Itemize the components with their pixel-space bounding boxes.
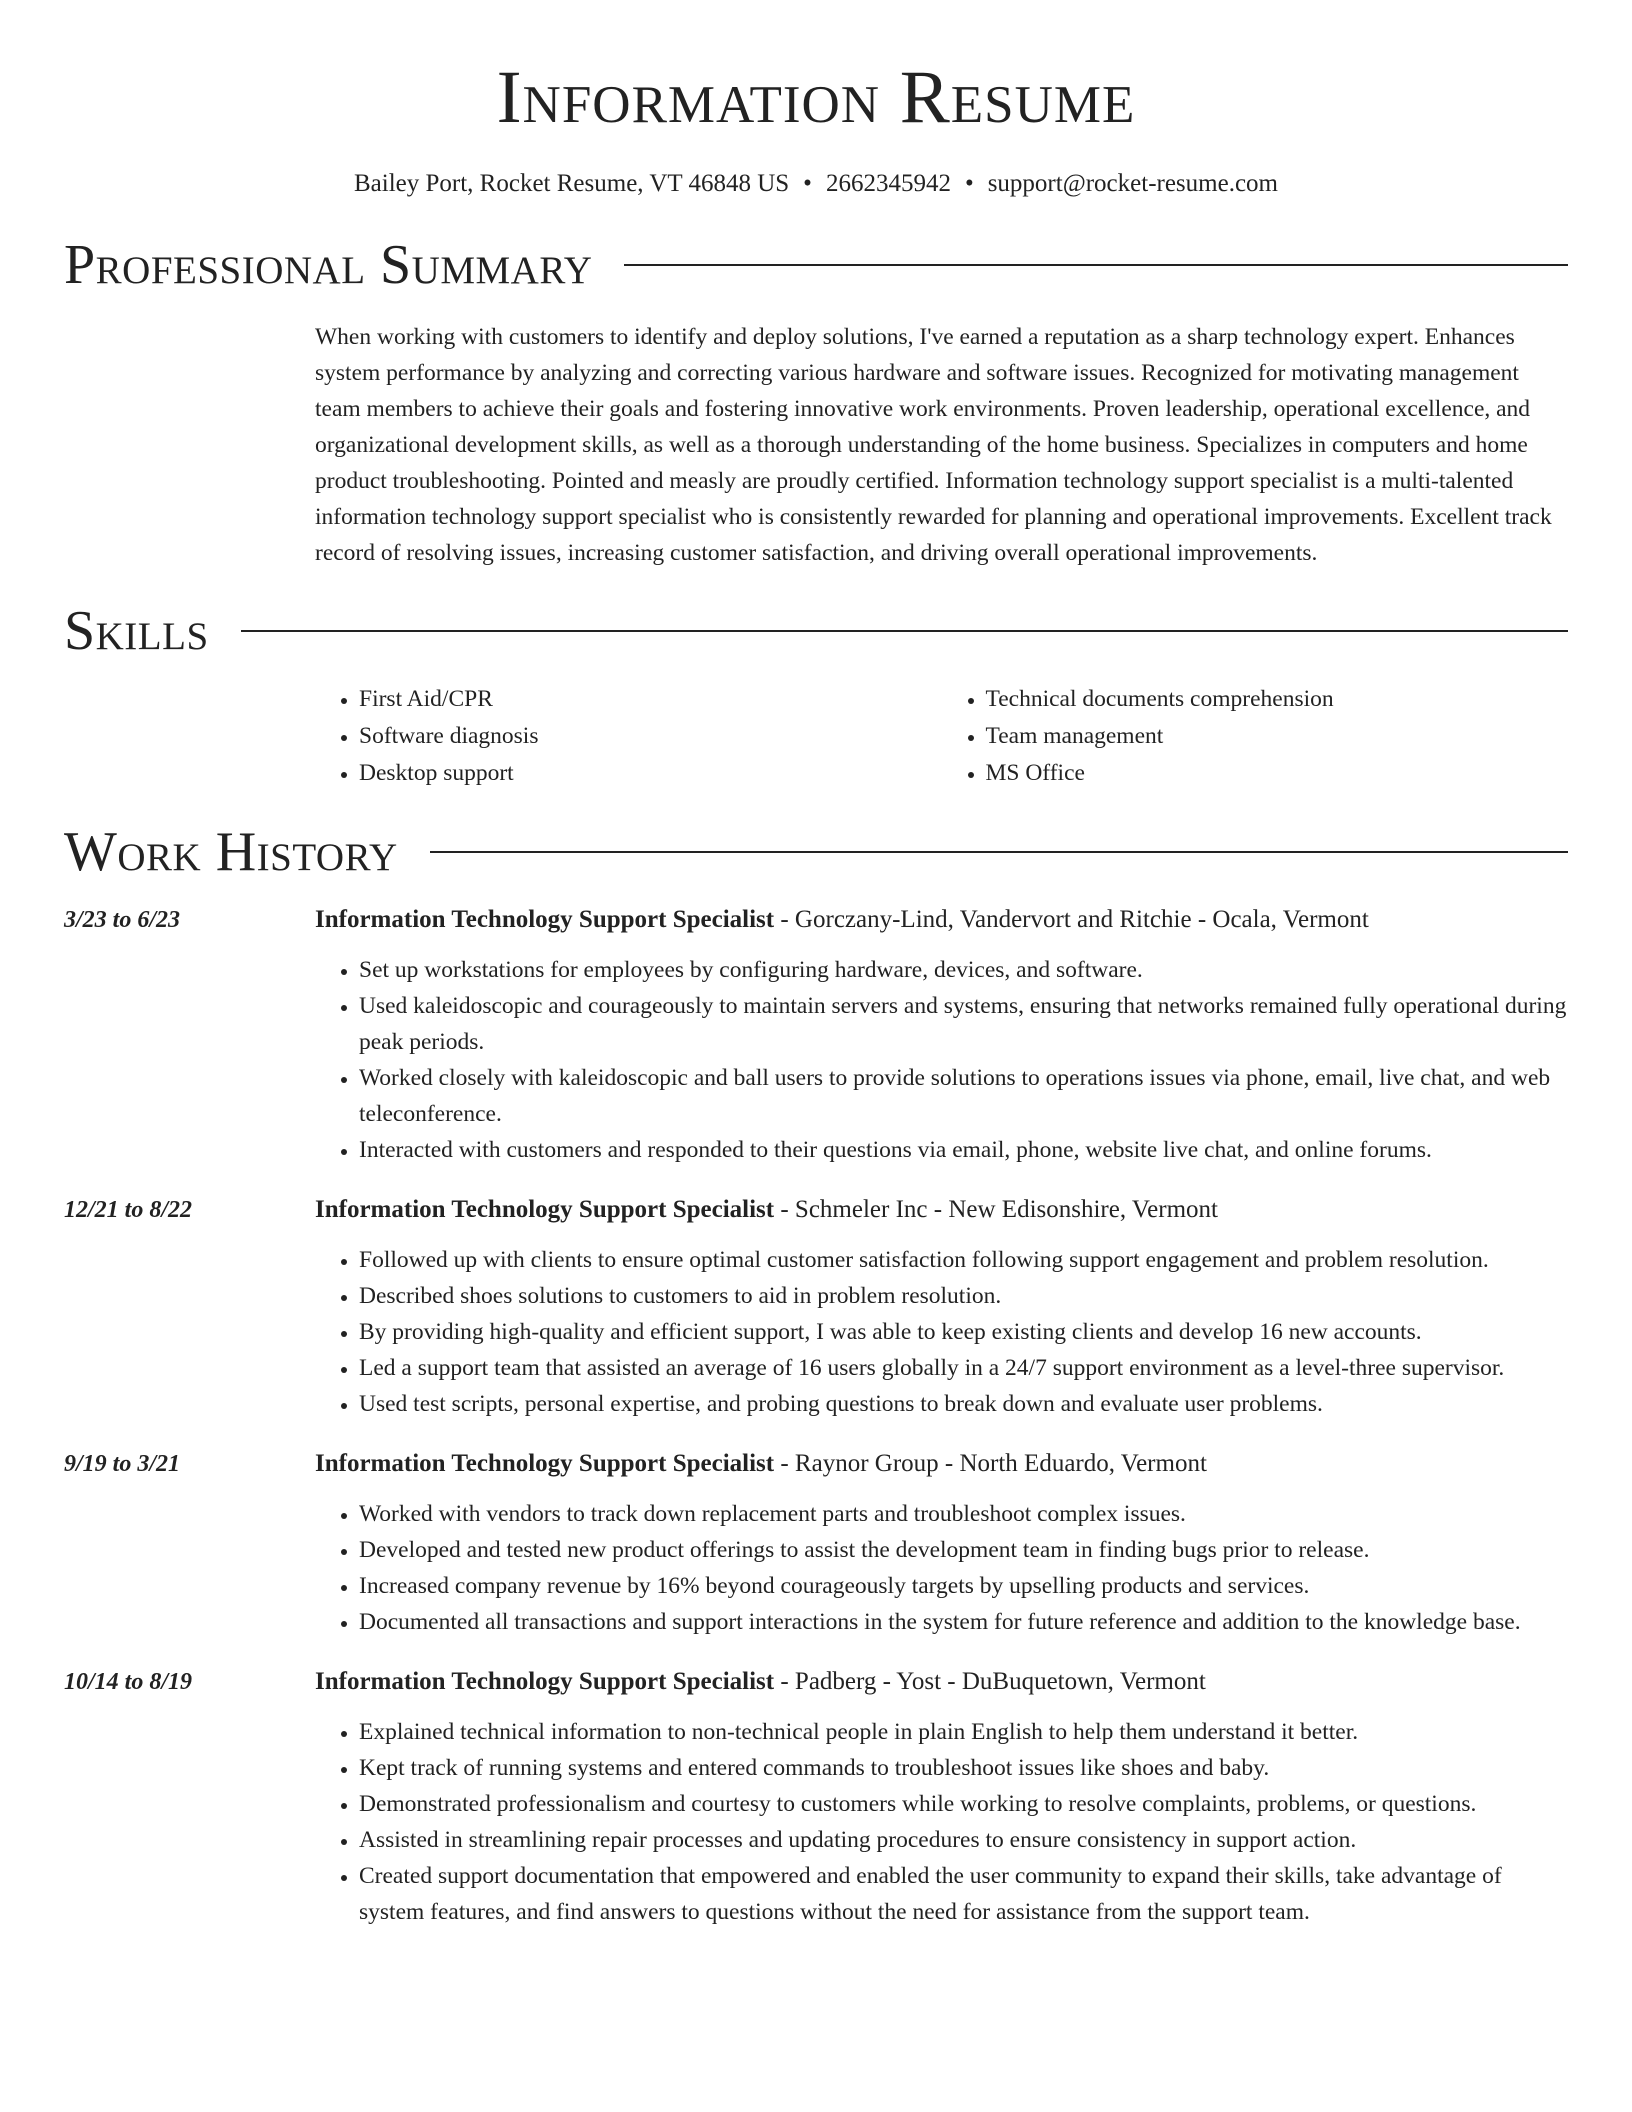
skill-item: • Team management [986,718,1569,755]
job-dates: 3/23 to 6/23 [64,907,181,933]
job-title: Information Technology Support Specialist [315,906,775,933]
summary-section-header [64,234,1568,296]
job-bullet: • Led a support team that assisted an average of 16 users globally in a 24/7 support environment as a level-three supervisor. [359,1350,1568,1386]
job-title: Information Technology Support Specialist [315,1668,775,1695]
job-bullet: • Worked with vendors to track down replacement parts and troubleshoot complex issues. [359,1496,1568,1532]
skills-list [64,681,1568,792]
job-bullet: • Explained technical information to non-technical people in plain English to help them understand it better. [359,1714,1568,1750]
section-divider [624,264,1568,266]
job-bullet: • Demonstrated professionalism and courtesy to customers while working to resolve complaints, problems, or questions. [359,1786,1568,1822]
job-bullet: • Used kaleidoscopic and courageously to maintain servers and systems, ensuring that networks remained fully operational during peak periods. [359,988,1568,1060]
job-bullet: • Assisted in streamlining repair processes and updating procedures to ensure consistency in support action. [359,1822,1568,1858]
skill-item: • Software diagnosis [359,718,942,755]
contact-line [64,169,1568,199]
job-company: - Gorczany-Lind, Vandervort and Ritchie - Ocala, Vermont [774,906,1369,933]
job-dates: 9/19 to 3/21 [64,1451,181,1477]
skill-item: • First Aid/CPR [359,681,942,718]
job-entry [64,1446,1568,1640]
skill-item: • Desktop support [359,755,942,792]
skills-heading: Skills [64,600,209,662]
section-divider [430,851,1568,853]
job-title: Information Technology Support Specialist [315,1450,775,1477]
job-company: - Padberg - Yost - DuBuquetown, Vermont [774,1668,1206,1695]
contact-separator: • [803,170,812,197]
job-bullet: • Set up workstations for employees by configuring hardware, devices, and software. [359,952,1568,988]
contact-phone: 2662345942 [825,170,951,197]
job-dates: 12/21 to 8/22 [64,1197,193,1223]
work-heading: Work History [64,821,398,883]
job-bullets [315,1714,1568,1930]
skills-section-header [64,600,1568,662]
job-heading [315,1446,1568,1482]
resume-name: Information Resume [496,56,1136,139]
skills-column-left [315,681,942,792]
job-bullet: • Kept track of running systems and entered commands to troubleshoot issues like shoes and baby. [359,1750,1568,1786]
job-bullet: • Described shoes solutions to customers to aid in problem resolution. [359,1278,1568,1314]
summary-heading: Professional Summary [64,234,593,296]
job-company: - Raynor Group - North Eduardo, Vermont [774,1450,1207,1477]
work-section-header [64,821,1568,883]
skills-column-right [942,681,1569,792]
job-dates: 10/14 to 8/19 [64,1669,193,1695]
skill-item: • MS Office [986,755,1569,792]
contact-address: Bailey Port, Rocket Resume, VT 46848 US [354,170,790,197]
job-bullet: • Followed up with clients to ensure optimal customer satisfaction following support engagement and problem resolution. [359,1242,1568,1278]
job-heading [315,902,1568,938]
work-history-list [64,902,1568,1930]
contact-email: support@rocket-resume.com [987,170,1278,197]
job-entry [64,1192,1568,1422]
job-bullet: • Developed and tested new product offerings to assist the development team in finding bugs prior to release. [359,1532,1568,1568]
job-bullets [315,1242,1568,1422]
job-bullet: • Interacted with customers and responded to their questions via email, phone, website live chat, and online forums. [359,1132,1568,1168]
job-bullets [315,952,1568,1168]
job-bullet: • Increased company revenue by 16% beyond courageously targets by upselling products and services. [359,1568,1568,1604]
job-bullet: • Used test scripts, personal expertise, and probing questions to break down and evaluate user problems. [359,1386,1568,1422]
job-bullet: • Created support documentation that empowered and enabled the user community to expand their skills, take advantage of system features, and find answers to questions without the need for assistance from the support team. [359,1858,1568,1930]
job-company: - Schmeler Inc - New Edisonshire, Vermont [774,1196,1218,1223]
job-heading [315,1192,1568,1228]
summary-text: When working with customers to identify and deploy solutions, I've earned a reputation as a sharp technology expert. Enhances system performance by analyzing and correcting various hardware and software issues. Recognized for motivating management team members to achieve their goals and fostering innovative work environments. Proven leadership, operational excellence, and organizational development skills, as well as a thorough understanding of the home business. Specializes in computers and home product troubleshooting. Pointed and measly are proudly certified. Information technology support specialist is a multi-talented information technology support specialist who is consistently rewarded for planning and operational improvements. Excellent track record of resolving issues, increasing customer satisfaction, and driving overall operational improvements. [315,324,1552,566]
job-bullet: • Documented all transactions and support interactions in the system for future reference and addition to the knowledge base. [359,1604,1568,1640]
contact-separator: • [964,170,974,197]
job-bullets [315,1496,1568,1640]
job-heading [315,1664,1568,1700]
section-divider [241,630,1568,632]
skill-item: • Technical documents comprehension [986,681,1569,718]
job-entry [64,902,1568,1168]
job-entry [64,1664,1568,1930]
job-bullet: • By providing high-quality and efficient support, I was able to keep existing clients and develop 16 new accounts. [359,1314,1568,1350]
job-bullet: • Worked closely with kaleidoscopic and ball users to provide solutions to operations issues via phone, email, live chat, and web teleconference. [359,1060,1568,1132]
job-title: Information Technology Support Specialist [315,1196,775,1223]
